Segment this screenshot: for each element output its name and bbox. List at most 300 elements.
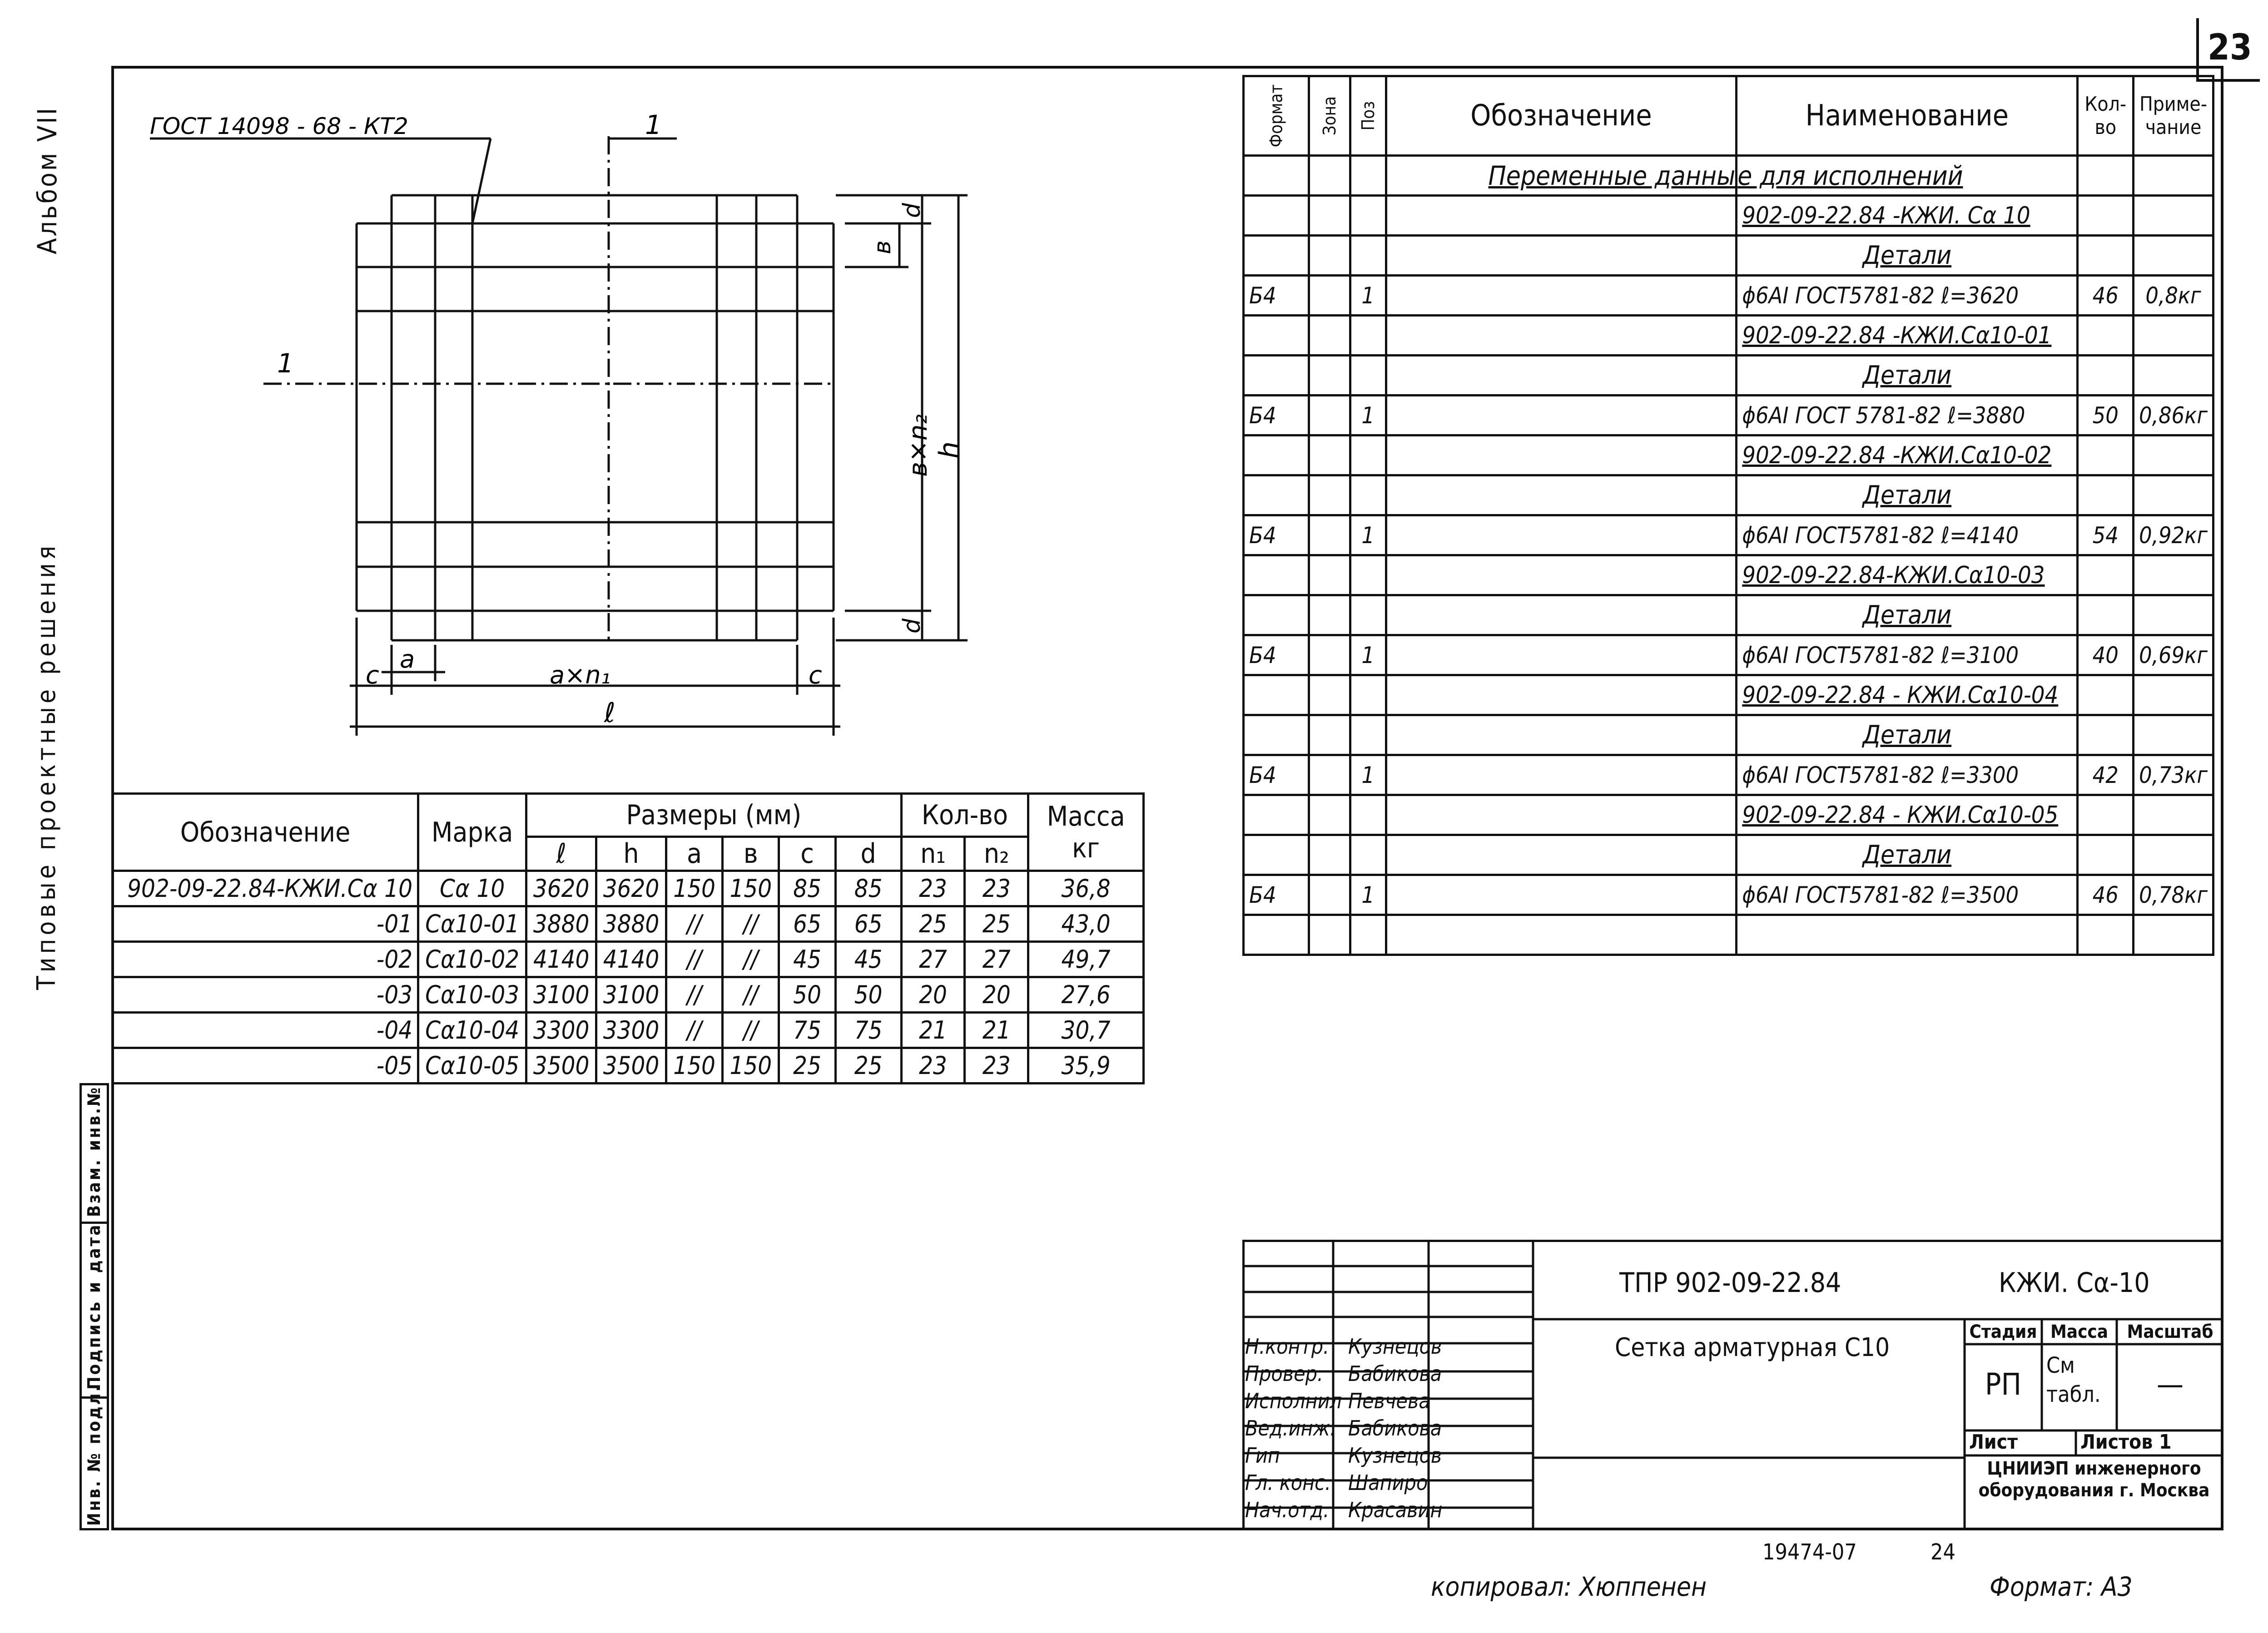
signature-row [1242,1360,1447,1387]
group-subtitle: Детали [1737,356,2078,396]
col-note: Приме-чание [2134,76,2213,156]
sub-n1: n₁ [901,837,965,871]
table-cell [1309,396,1350,435]
pos-cell: 1 [1350,875,1386,915]
table-cell: 3500 [596,1048,666,1084]
col-designation: Обозначение [1386,76,1737,156]
table-cell [1309,755,1350,795]
table-cell [1244,196,1309,236]
mesh-drawing [0,0,1181,781]
table-cell: // [666,906,722,942]
table-cell: -03 [113,977,418,1013]
table-cell [1350,595,1386,635]
format-cell: Б4 [1244,515,1309,555]
table-cell [1350,475,1386,515]
table-cell [1350,316,1386,356]
table-cell [2134,236,2213,276]
person-name: Бабикова [1348,1416,1442,1440]
table-cell [2134,475,2213,515]
pos-cell: 1 [1350,635,1386,675]
col-count: Кол-во [901,794,1028,837]
person-name: Кузнецов [1348,1334,1442,1359]
group-title: 902-09-22.84-КЖИ.Сα10-03 [1737,555,2078,595]
col-designation: Обозначение [113,794,418,871]
col-zone: Зона [1309,76,1350,156]
table-cell: 50 [835,977,901,1013]
series-title: Типовые проектные решения [32,542,61,990]
table-cell: 3880 [596,906,666,942]
role-label: Гип [1245,1443,1280,1468]
table-cell: 23 [965,1048,1028,1084]
table-cell: 25 [901,906,965,942]
group-title: 902-09-22.84 - КЖИ.Сα10-04 [1737,675,2078,715]
table-cell [1386,635,1737,675]
dim-a: a [400,645,415,673]
table-cell [1386,435,1737,475]
role-label: Вед.инж. [1245,1416,1336,1440]
signature-row [1242,1387,1447,1415]
specification-table [1242,75,2214,956]
table-cell [1244,435,1309,475]
table-cell: 23 [965,871,1028,906]
table-cell: 65 [779,906,835,942]
table-cell [2078,795,2134,835]
table-cell [2134,555,2213,595]
col-sizes: Размеры (мм) [526,794,901,837]
table-cell: 20 [965,977,1028,1013]
qty-cell: 46 [2078,276,2134,316]
table-cell: 35,9 [1028,1048,1144,1084]
table-cell: Сα10-02 [418,942,526,977]
stage-label: Стадия [1969,1321,2037,1342]
table-cell [1309,795,1350,835]
sub-a: a [666,837,722,871]
table-cell [1309,236,1350,276]
table-cell [2134,316,2213,356]
table-cell [2078,435,2134,475]
archive-number: 19474-07 [1762,1539,1857,1565]
table-cell [1309,316,1350,356]
dim-l: ℓ [604,697,615,729]
col-format: Формат [1244,76,1309,156]
table-cell: 150 [666,1048,722,1084]
table-cell [1309,276,1350,316]
col-pos: Поз [1350,76,1386,156]
table-row [1244,435,2213,475]
pos-label-left: 1 [277,348,294,379]
table-cell: 3620 [596,871,666,906]
table-cell [2134,356,2213,396]
table-row [1244,196,2213,236]
table-row [1244,276,2213,316]
sub-h: h [596,837,666,871]
table-cell [1386,196,1737,236]
table-cell [1386,595,1737,635]
dim-b: в [869,240,896,254]
sub-d: d [835,837,901,871]
table-row [113,871,1144,906]
table-cell: // [723,942,779,977]
group-title: 902-09-22.84 -КЖИ.Сα10-02 [1737,435,2078,475]
qty-cell: 42 [2078,755,2134,795]
table-cell: -05 [113,1048,418,1084]
table-row [1244,396,2213,435]
table-row [1244,835,2213,875]
qty-cell: 50 [2078,396,2134,435]
role-label: Н.контр. [1245,1334,1330,1359]
document-code: КЖИ. Сα-10 [1999,1267,2150,1299]
dim-c-right: c [809,661,822,689]
table-cell: Сα10-03 [418,977,526,1013]
sub-b: в [723,837,779,871]
table-cell: 23 [901,871,965,906]
format-cell: Б4 [1244,635,1309,675]
table-cell: 902-09-22.84-КЖИ.Сα 10 [113,871,418,906]
table-cell [1244,595,1309,635]
table-cell [1244,236,1309,276]
name-cell: ϕ6AI ГОСТ5781-82 ℓ=4140 [1737,515,2078,555]
table-cell: 50 [779,977,835,1013]
col-mark: Марка [418,794,526,871]
table-cell [2078,555,2134,595]
table-cell [2134,435,2213,475]
paper-format: Формат: А3 [1990,1571,2133,1602]
note-cell: 0,78кг [2134,875,2213,915]
people-list [1242,1333,1533,1524]
table-cell: 75 [835,1013,901,1048]
table-cell [1386,276,1737,316]
group-subtitle: Детали [1737,595,2078,635]
table-cell [1350,835,1386,875]
table-cell: 20 [901,977,965,1013]
table-row [1244,356,2213,396]
sub-l: ℓ [526,837,596,871]
table-cell [1309,196,1350,236]
person-name: Бабикова [1348,1361,1442,1386]
table-cell [1386,715,1737,755]
table-cell: 4140 [596,942,666,977]
name-cell: ϕ6AI ГОСТ5781-82 ℓ=3300 [1737,755,2078,795]
pos-cell: 1 [1350,276,1386,316]
group-subtitle: Детали [1737,475,2078,515]
stage-value: РП [1985,1367,2022,1402]
table-cell: 27 [901,942,965,977]
dim-b-n2: в×n₂ [903,414,933,477]
table-cell [1309,555,1350,595]
table-row [1244,236,2213,276]
sub-c: c [779,837,835,871]
table-row [1244,715,2213,755]
table-cell [2078,715,2134,755]
name-cell: ϕ6AI ГОСТ5781-82 ℓ=3500 [1737,875,2078,915]
table-cell [1350,715,1386,755]
table-cell [1350,675,1386,715]
copied-by: копировал: Хюппенен [1431,1571,1707,1602]
pos-cell: 1 [1350,515,1386,555]
qty-cell: 46 [2078,875,2134,915]
group-subtitle: Детали [1737,835,2078,875]
table-cell [1386,875,1737,915]
table-cell: 25 [835,1048,901,1084]
role-label: Исполнил [1245,1389,1342,1413]
table-cell: Сα10-01 [418,906,526,942]
table-cell [1244,356,1309,396]
table-row [1244,475,2213,515]
signature-row [1242,1415,1447,1442]
table-cell [1350,236,1386,276]
table-cell [1244,475,1309,515]
person-name: Красавин [1348,1498,1443,1522]
sheet-label: Лист [1969,1430,2018,1454]
table-cell: 23 [901,1048,965,1084]
format-cell: Б4 [1244,755,1309,795]
people-table [1242,1333,1447,1524]
table-cell [1309,875,1350,915]
table-row [113,977,1144,1013]
table-row [1244,515,2213,555]
table-cell: 43,0 [1028,906,1144,942]
table-cell: 85 [835,871,901,906]
table-cell: 45 [779,942,835,977]
table-cell: Сα10-05 [418,1048,526,1084]
table-cell: 27 [965,942,1028,977]
signature-row [1242,1496,1447,1524]
table-cell [1309,515,1350,555]
col-name: Наименование [1737,76,2078,156]
table-cell: 49,7 [1028,942,1144,977]
table-cell [1386,236,1737,276]
group-title: 902-09-22.84 - КЖИ.Сα10-05 [1737,795,2078,835]
table-cell [2134,835,2213,875]
sheets-label: Листов 1 [2080,1430,2172,1454]
table-row [113,1048,1144,1084]
note-cell: 0,92кг [2134,515,2213,555]
drawing-title: Сетка арматурная С10 [1615,1333,1890,1362]
table-cell [2078,236,2134,276]
table-cell [1386,755,1737,795]
person-name: Певчева [1348,1389,1430,1413]
signature-row [1242,1442,1447,1469]
signature-row [1242,1469,1447,1496]
role-label: Провер. [1245,1361,1324,1386]
scale-value: — [2156,1367,2184,1402]
table-cell [1386,835,1737,875]
person-name: Кузнецов [1348,1443,1442,1468]
signature-row [1242,1333,1447,1360]
table-cell [1350,196,1386,236]
table-cell [2078,356,2134,396]
table-cell [2134,715,2213,755]
table-row [1244,875,2213,915]
table-cell: 85 [779,871,835,906]
table-cell [1386,316,1737,356]
table-cell: 3880 [526,906,596,942]
table-cell: // [666,942,722,977]
table-cell [1244,675,1309,715]
table-cell: // [723,977,779,1013]
table-cell [1386,475,1737,515]
table-cell: 3620 [526,871,596,906]
table-cell: Сα10-04 [418,1013,526,1048]
group-title: 902-09-22.84 -КЖИ.Сα10-01 [1737,316,2078,356]
table-cell: -01 [113,906,418,942]
stamp-label-signature: Подпись и дата [84,1223,104,1390]
table-cell: 27,6 [1028,977,1144,1013]
format-cell: Б4 [1244,875,1309,915]
table-cell: 36,8 [1028,871,1144,906]
group-subtitle: Детали [1737,715,2078,755]
album-label: Альбом VII [32,106,63,254]
table-cell: 3300 [596,1013,666,1048]
table-row [113,906,1144,942]
table-cell [1350,555,1386,595]
note-cell: 0,73кг [2134,755,2213,795]
table-cell [2134,196,2213,236]
table-cell [1244,555,1309,595]
group-title: 902-09-22.84 -КЖИ. Сα 10 [1737,196,2078,236]
name-cell: ϕ6AI ГОСТ5781-82 ℓ=3620 [1737,276,2078,316]
pos-label-top: 1 [645,109,662,140]
table-row [1244,555,2213,595]
table-cell: 21 [965,1013,1028,1048]
table-cell: -02 [113,942,418,977]
table-cell [1386,675,1737,715]
format-cell: Б4 [1244,276,1309,316]
stamp-label-replaced: Взам. инв.№ [84,1085,104,1217]
table-cell [2078,475,2134,515]
table-cell: 25 [965,906,1028,942]
dimensions-table-body [113,871,1144,1084]
format-cell: Б4 [1244,396,1309,435]
mass-label: Масса [2050,1321,2109,1342]
table-cell: 45 [835,942,901,977]
scale-label: Масштаб [2127,1321,2213,1342]
table-cell: 3500 [526,1048,596,1084]
section-title-right: е для исполнений [1737,160,1963,191]
table-cell: 150 [723,1048,779,1084]
sheet-number: 23 [2208,27,2252,68]
name-cell: ϕ6AI ГОСТ5781-82 ℓ=3100 [1737,635,2078,675]
col-mass: Масса кг [1028,794,1144,871]
pos-cell: 1 [1350,396,1386,435]
table-cell [1350,435,1386,475]
table-row [1244,675,2213,715]
table-cell [1309,715,1350,755]
table-row [1244,595,2213,635]
stamp-label-inv: Инв. № подл. [84,1384,104,1526]
table-cell [2134,595,2213,635]
table-cell [2078,835,2134,875]
table-cell: // [723,1013,779,1048]
table-cell: 25 [779,1048,835,1084]
table-cell: -04 [113,1013,418,1048]
table-cell: // [723,906,779,942]
dim-d-bottom: d [898,618,926,633]
table-cell [1244,835,1309,875]
table-cell: // [666,1013,722,1048]
table-cell [2078,595,2134,635]
table-row [1244,795,2213,835]
table-cell [1309,675,1350,715]
table-cell [2078,316,2134,356]
table-row [1244,635,2213,675]
group-subtitle: Детали [1737,236,2078,276]
project-code: ТПР 902-09-22.84 [1619,1267,1841,1299]
table-cell [1386,356,1737,396]
specification-table-body [1244,196,2213,915]
table-cell [1350,356,1386,396]
dim-h: h [933,441,965,459]
table-cell: 150 [666,871,722,906]
person-name: Шапиро [1348,1470,1428,1495]
qty-cell: 40 [2078,635,2134,675]
section-title-left: Переменные данны [1488,160,1736,191]
note-cell: 0,8кг [2134,276,2213,316]
table-cell [1309,835,1350,875]
table-cell [1309,435,1350,475]
table-cell [1309,595,1350,635]
table-cell [1350,795,1386,835]
dim-a-n1: a×n₁ [550,661,611,689]
table-cell [2134,795,2213,835]
sub-n2: n₂ [965,837,1028,871]
table-cell [1244,795,1309,835]
table-cell [2134,675,2213,715]
table-cell: 75 [779,1013,835,1048]
table-cell [2078,196,2134,236]
organization: ЦНИИЭП инженерного оборудования г. Москва [1978,1458,2210,1501]
pos-cell: 1 [1350,755,1386,795]
table-cell: 3100 [526,977,596,1013]
table-cell: Сα 10 [418,871,526,906]
table-cell: 150 [723,871,779,906]
table-cell [1244,715,1309,755]
table-cell [1386,555,1737,595]
dimensions-table [111,792,1145,1084]
table-cell [1309,635,1350,675]
table-cell: 21 [901,1013,965,1048]
table-cell [1386,515,1737,555]
table-cell [1309,356,1350,396]
table-cell: 3100 [596,977,666,1013]
role-label: Гл. конс. [1245,1470,1331,1495]
table-cell: // [666,977,722,1013]
table-cell [1309,475,1350,515]
mass-value: См табл. [2046,1353,2101,1407]
table-cell: 30,7 [1028,1013,1144,1048]
dim-d-top: d [898,203,926,218]
table-row [113,1013,1144,1048]
dim-c-left: c [366,661,379,689]
table-row [113,942,1144,977]
table-cell [1386,795,1737,835]
name-cell: ϕ6AI ГОСТ 5781-82 ℓ=3880 [1737,396,2078,435]
table-row [1244,316,2213,356]
table-cell: 4140 [526,942,596,977]
table-cell [2078,675,2134,715]
qty-cell: 54 [2078,515,2134,555]
archive-page: 24 [1931,1539,1955,1565]
gost-label: ГОСТ 14098 - 68 - КТ2 [150,113,408,139]
note-cell: 0,86кг [2134,396,2213,435]
col-qty: Кол-во [2078,76,2134,156]
note-cell: 0,69кг [2134,635,2213,675]
table-cell: 65 [835,906,901,942]
table-cell [1386,396,1737,435]
role-label: Нач.отд. [1245,1498,1330,1522]
table-cell [1244,316,1309,356]
table-cell: 3300 [526,1013,596,1048]
